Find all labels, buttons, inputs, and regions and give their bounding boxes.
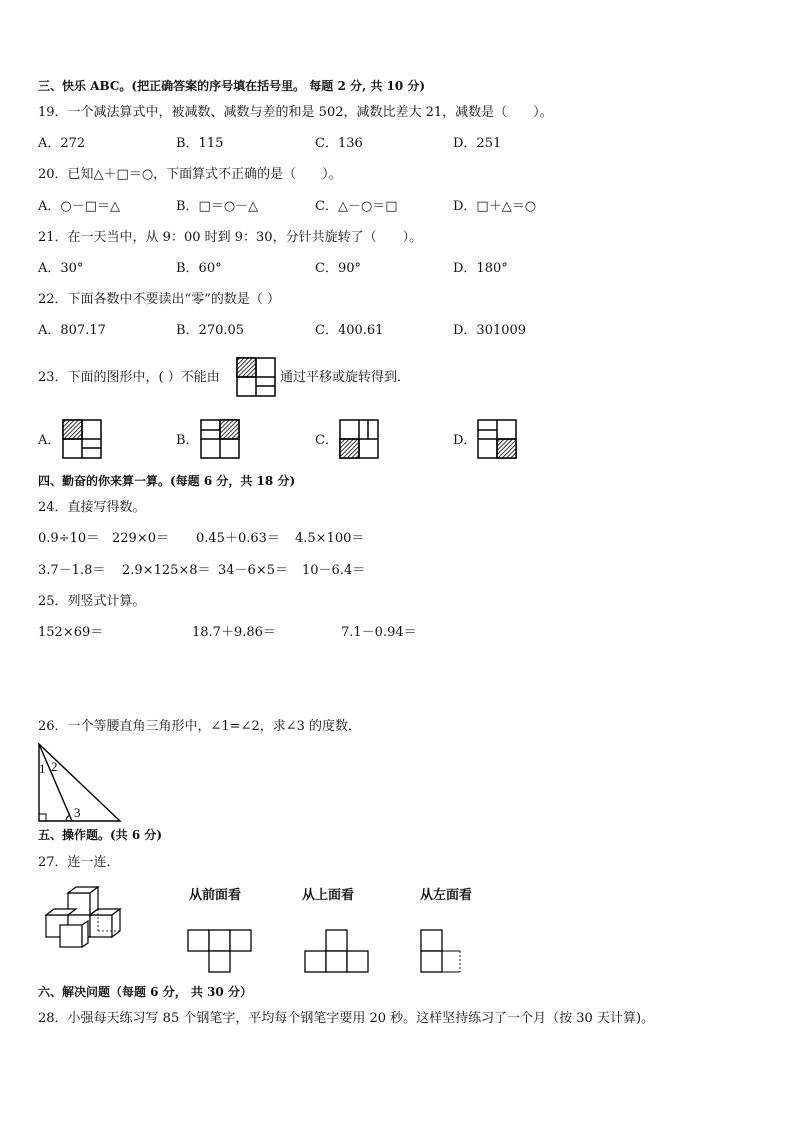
angle-2-label: 2 [51, 759, 58, 774]
q24-item: 2.9×125×8＝ [122, 563, 211, 578]
q22-option-d: D．301009 [453, 323, 527, 338]
q23-option-a: A． [38, 433, 61, 448]
question-23-start: 23．下面的图形中，( ）不能由 [38, 370, 220, 385]
q23-option-d-figure [477, 419, 517, 459]
q19-option-a: A．272 [38, 136, 86, 151]
question-27: 27．连一连． [38, 855, 120, 870]
left-view-figure [420, 929, 466, 973]
q21-option-c: C．90° [315, 261, 361, 276]
q23-option-d: D． [453, 433, 477, 448]
q25-item: 152×69＝ [38, 625, 104, 640]
question-21: 21．在一天当中，从 9：00 时到 9：30，分针共旋转了（ ）。 [38, 230, 423, 245]
q20-option-c: C．△－○＝□ [315, 199, 398, 214]
question-23-end: 通过平移或旋转得到． [280, 370, 411, 385]
q25-item: 18.7＋9.86＝ [192, 625, 276, 640]
view-top-label: 从上面看 [302, 888, 355, 903]
question-24: 24．直接写得数。 [38, 500, 146, 515]
q24-item: 0.45＋0.63＝ [196, 531, 280, 546]
q19-option-c: C．136 [315, 136, 363, 151]
q20-option-a: A．○－□＝△ [38, 199, 121, 214]
angle-1-label: 1 [39, 761, 46, 776]
q24-item: 4.5×100＝ [295, 531, 365, 546]
section-4-heading: 四、勤奋的你来算一算。(每题 6 分，共 18 分) [38, 474, 296, 488]
q26-triangle-figure [36, 741, 124, 823]
q23-option-b-figure [200, 419, 240, 459]
q22-option-a: A．807.17 [38, 323, 106, 338]
q20-option-b: B．□＝○－△ [176, 199, 259, 214]
q24-item: 3.7－1.8＝ [38, 563, 106, 578]
front-view-figure [187, 929, 253, 973]
q23-option-c: C． [315, 433, 338, 448]
q19-option-d: D．251 [453, 136, 502, 151]
q21-option-b: B．60° [176, 261, 222, 276]
view-left-label: 从左面看 [420, 888, 473, 903]
q24-item: 0.9÷10＝ [38, 531, 100, 546]
q23-option-b: B． [176, 433, 199, 448]
question-22: 22．下面各数中不要读出“零”的数是（ ） [38, 292, 280, 307]
section-6-heading: 六、解决问题（每题 6 分， 共 30 分） [38, 985, 252, 999]
q19-option-b: B．115 [176, 136, 224, 151]
q23-reference-figure [236, 357, 276, 397]
q20-option-d: D．□＋△＝○ [453, 199, 537, 214]
angle-3-label: 3 [74, 805, 81, 820]
section-3-heading: 三、快乐 ABC。(把正确答案的序号填在括号里。 每题 2 分, 共 10 分) [38, 79, 426, 93]
q22-option-b: B．270.05 [176, 323, 245, 338]
section-5-heading: 五、操作题。(共 6 分) [38, 828, 163, 842]
q24-item: 229×0＝ [112, 531, 169, 546]
question-19: 19．一个减法算式中，被减数、减数与差的和是 502，减数比差大 21，减数是（ ）。 [38, 105, 553, 120]
q24-item: 10－6.4＝ [302, 563, 366, 578]
q21-option-a: A．30° [38, 261, 84, 276]
question-26: 26．一个等腰直角三角形中，∠1=∠2，求∠3 的度数． [38, 719, 362, 734]
question-20: 20．已知△＋□＝○，下面算式不正确的是（ ）。 [38, 167, 342, 182]
q22-option-c: C．400.61 [315, 323, 384, 338]
q23-option-c-figure [339, 419, 379, 459]
question-25: 25．列竖式计算。 [38, 594, 146, 609]
q24-item: 34－6×5＝ [218, 563, 288, 578]
q27-3d-cube-figure [42, 885, 134, 951]
top-view-figure [304, 929, 370, 973]
q23-option-a-figure [62, 419, 102, 459]
view-front-label: 从前面看 [189, 888, 242, 903]
q25-item: 7.1－0.94＝ [341, 625, 417, 640]
question-28: 28．小强每天练习写 85 个钢笔字，平均每个钢笔字要用 20 秒。这样坚持练习了一个月（按 30 天计算)。 [38, 1011, 655, 1026]
q21-option-d: D．180° [453, 261, 508, 276]
